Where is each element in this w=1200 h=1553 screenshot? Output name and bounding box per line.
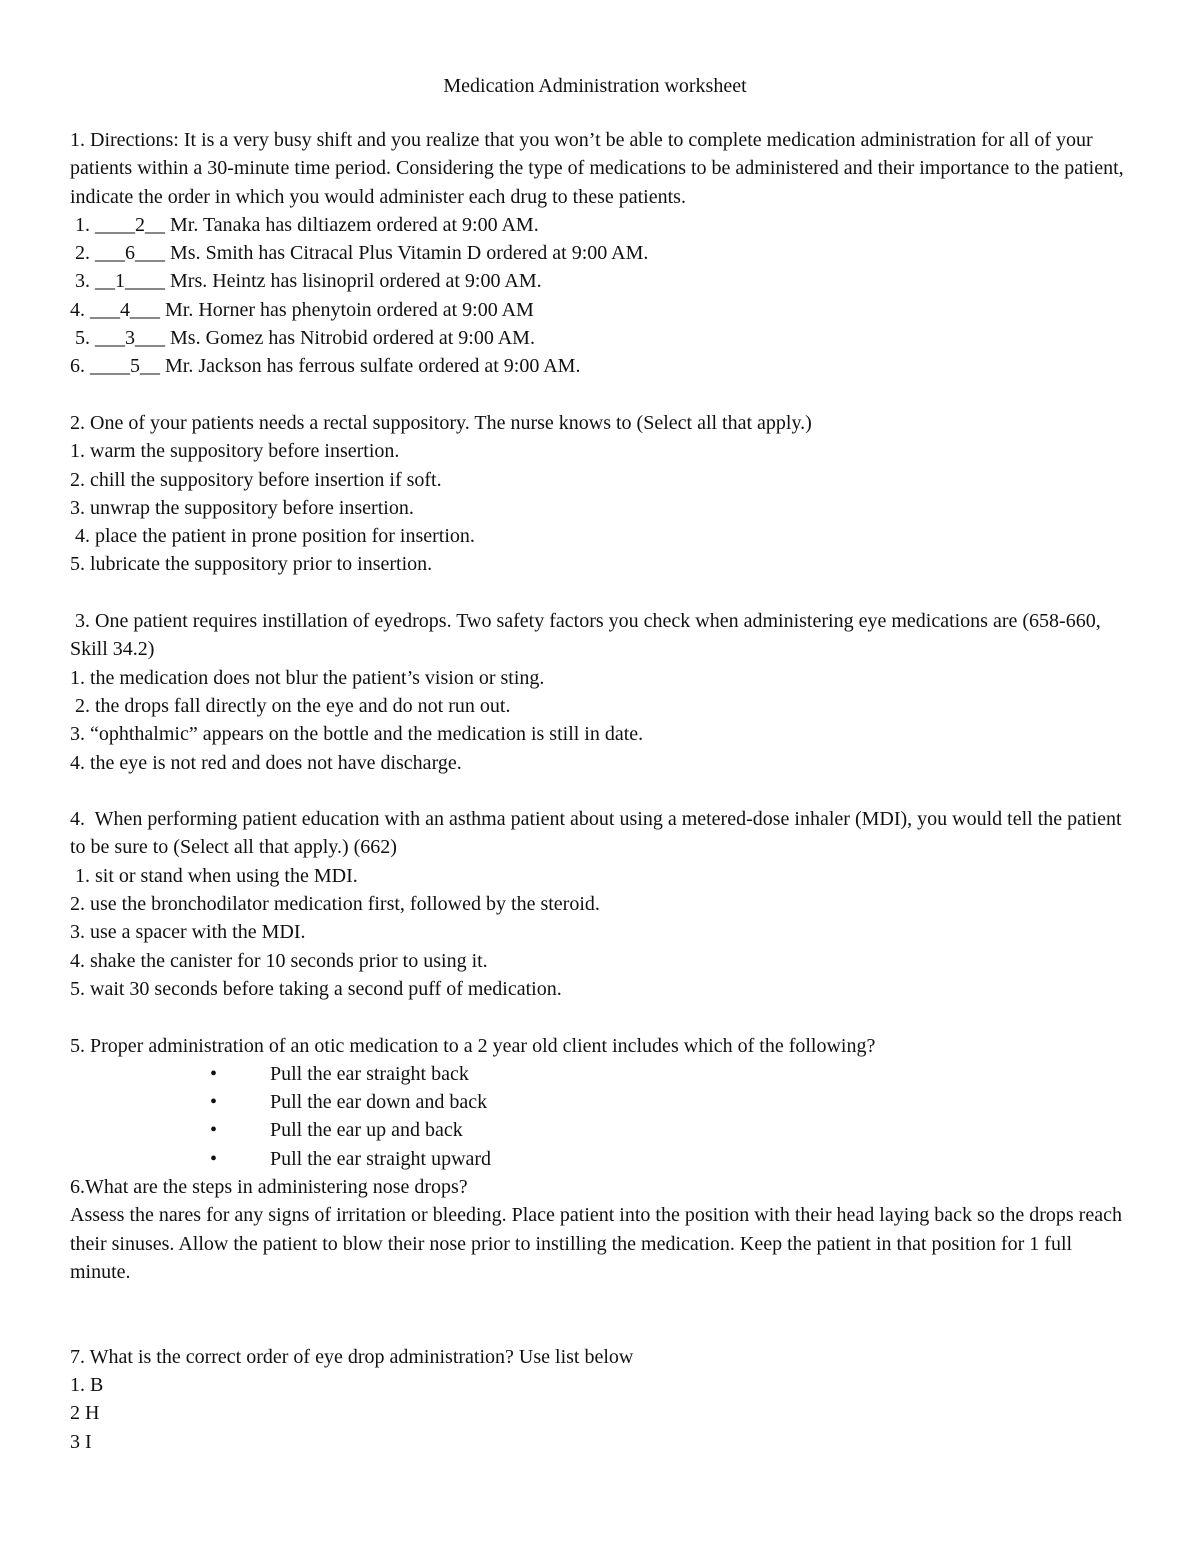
q5-option bbox=[70, 1145, 1135, 1173]
q1-item: 4. ___4___ Mr. Horner has phenytoin ordered at 9:00 AM bbox=[70, 298, 534, 321]
q4-question: 4. When performing patient education with an asthma patient about using a metered-dose inhaler (MDI), you would tell the patient to be sure to (Select all that apply.) (662) bbox=[70, 808, 1127, 859]
spacer bbox=[70, 1003, 1135, 1031]
q1-item: 1. ____2__ Mr. Tanaka has diltiazem ordered at 9:00 AM. bbox=[70, 213, 539, 236]
q2-option: 4. place the patient in prone position for insertion. bbox=[70, 525, 475, 548]
q5-option-label: Pull the ear straight upward bbox=[270, 1147, 492, 1170]
q4-option: 4. shake the canister for 10 seconds prior to using it. bbox=[70, 949, 488, 972]
q6-question: 6.What are the steps in administering nose drops? bbox=[70, 1175, 468, 1198]
spacer bbox=[70, 381, 1135, 409]
q3-question: 3. One patient requires instillation of eyedrops. Two safety factors you check when administering eye medications are (658-660, Skill 34.2) bbox=[70, 610, 1106, 661]
bullet-icon: • bbox=[210, 1147, 218, 1170]
q4-option: 3. use a spacer with the MDI. bbox=[70, 921, 306, 944]
q2-option: 5. lubricate the suppository prior to insertion. bbox=[70, 553, 433, 576]
q7-question: 7. What is the correct order of eye drop administration? Use list below bbox=[70, 1345, 634, 1368]
q7-answer: 1. B bbox=[70, 1374, 104, 1397]
spacer bbox=[70, 777, 1135, 805]
q5-question: 5. Proper administration of an otic medication to a 2 year old client includes which of the following? bbox=[70, 1034, 876, 1057]
worksheet-body bbox=[70, 126, 1135, 1456]
q6-answer: Assess the nares for any signs of irritation or bleeding. Place patient into the position with their head laying back so the drops reach their sinuses. Allow the patient to blow their nose prior to instilling the medication. Keep the patient in that position for 1 full minute. bbox=[70, 1204, 1122, 1283]
q5-option bbox=[70, 1116, 1135, 1144]
q1-item: 2. ___6___ Ms. Smith has Citracal Plus Vitamin D ordered at 9:00 AM. bbox=[70, 242, 649, 265]
bullet-icon: • bbox=[210, 1091, 218, 1114]
q2-option: 1. warm the suppository before insertion. bbox=[70, 440, 400, 463]
q4-option: 2. use the bronchodilator medication first, followed by the steroid. bbox=[70, 893, 600, 916]
q1-directions: 1. Directions: It is a very busy shift and you realize that you won’t be able to complete medication administration for all of your patients within a 30-minute time period. Considering the type of medications to be administered and their importance to the patient, indicate the order in which you would administer each drug to these patients. bbox=[70, 129, 1124, 208]
q5-option-label: Pull the ear straight back bbox=[270, 1062, 469, 1085]
q2-question: 2. One of your patients needs a rectal suppository. The nurse knows to (Select all that apply.) bbox=[70, 411, 812, 434]
bullet-icon: • bbox=[210, 1062, 218, 1085]
q5-option bbox=[70, 1060, 1135, 1088]
q3-option: 2. the drops fall directly on the eye and do not run out. bbox=[70, 694, 511, 717]
q3-option: 3. “ophthalmic” appears on the bottle and the medication is still in date. bbox=[70, 723, 644, 746]
q5-option bbox=[70, 1088, 1135, 1116]
bullet-icon: • bbox=[210, 1119, 218, 1142]
worksheet-title: Medication Administration worksheet bbox=[443, 75, 747, 97]
q3-option: 1. the medication does not blur the patient’s vision or sting. bbox=[70, 666, 545, 689]
spacer bbox=[70, 579, 1135, 607]
q2-option: 3. unwrap the suppository before insertion. bbox=[70, 496, 414, 519]
q5-option-label: Pull the ear down and back bbox=[270, 1091, 488, 1114]
spacer bbox=[70, 1286, 1135, 1343]
q1-item: 6. ____5__ Mr. Jackson has ferrous sulfate ordered at 9:00 AM. bbox=[70, 355, 581, 378]
q1-item: 3. __1____ Mrs. Heintz has lisinopril ordered at 9:00 AM. bbox=[70, 270, 542, 293]
q4-option: 1. sit or stand when using the MDI. bbox=[70, 864, 358, 887]
q5-option-label: Pull the ear up and back bbox=[270, 1119, 463, 1142]
q7-answer: 2 H bbox=[70, 1402, 100, 1425]
q3-option: 4. the eye is not red and does not have discharge. bbox=[70, 751, 462, 774]
q1-item: 5. ___3___ Ms. Gomez has Nitrobid ordered at 9:00 AM. bbox=[70, 327, 535, 350]
q7-answer: 3 I bbox=[70, 1430, 92, 1453]
q2-option: 2. chill the suppository before insertion if soft. bbox=[70, 468, 442, 491]
q4-option: 5. wait 30 seconds before taking a second puff of medication. bbox=[70, 977, 562, 1000]
